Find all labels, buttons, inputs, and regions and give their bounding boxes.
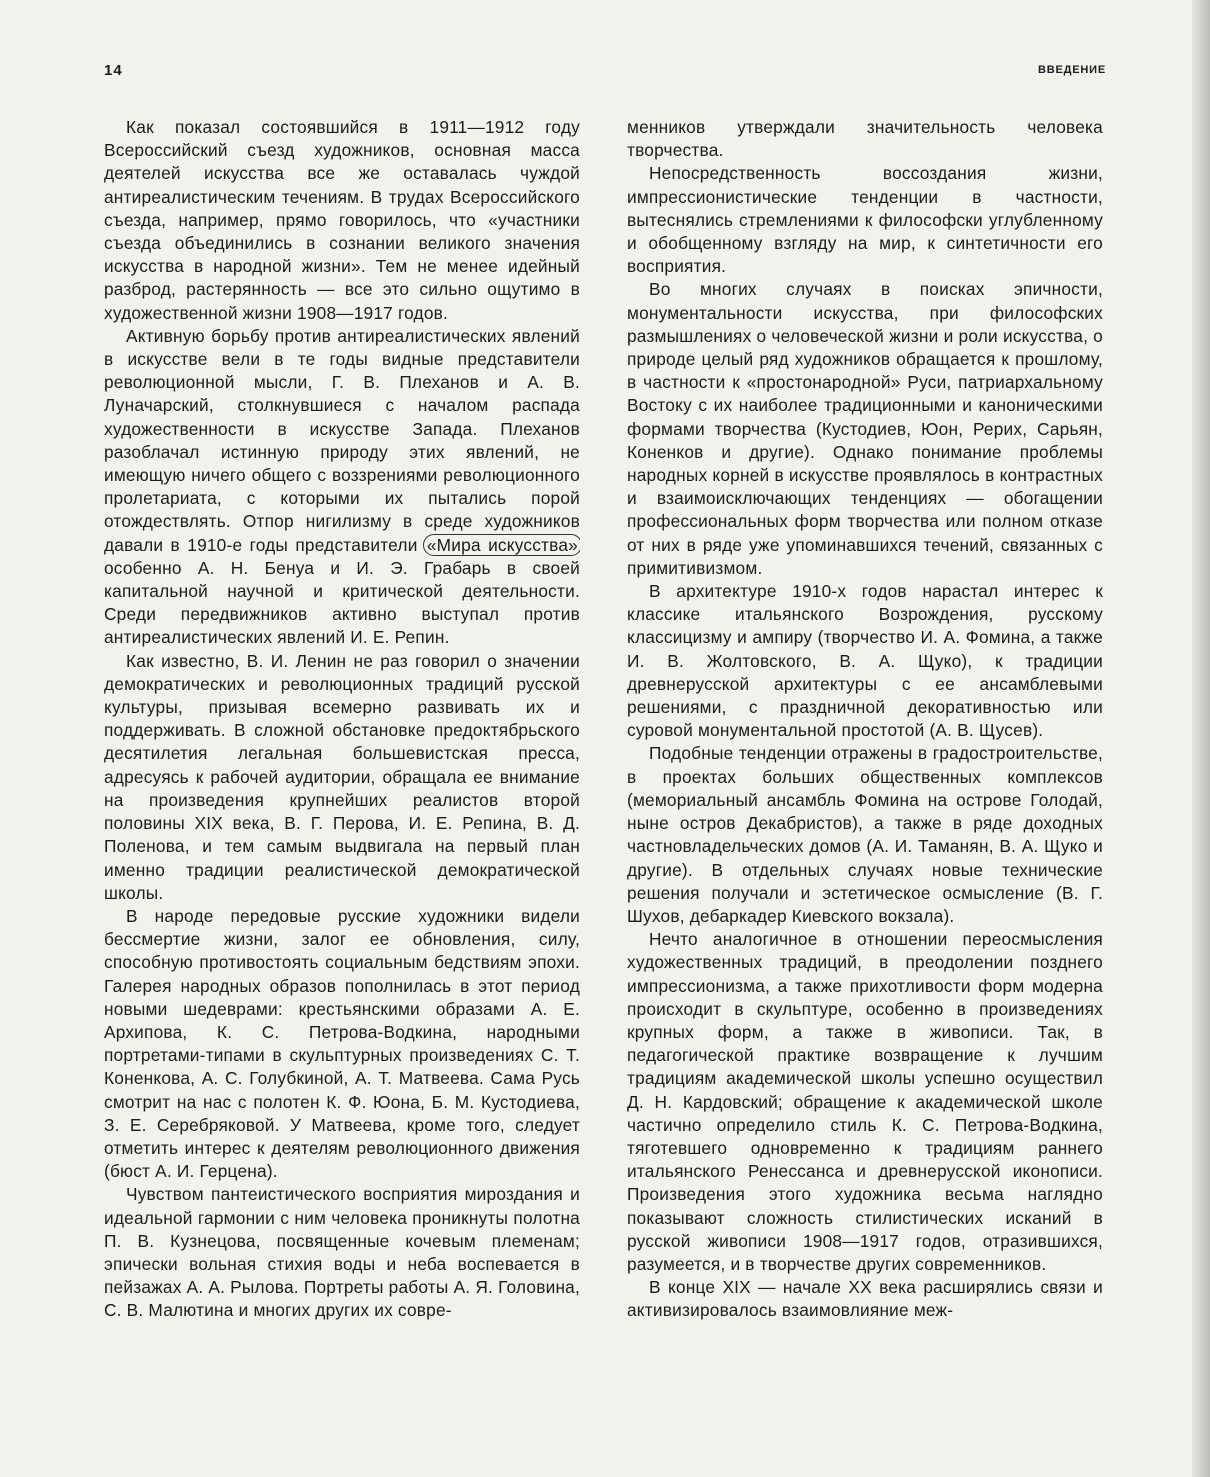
paragraph: В архитектуре 1910-х годов нарастал интерес к классике итальянского Возрождения, русскому классицизму и ампиру (творчество И. А. Фомина, а также И. В. Жолтовского, В. А. Щуко), к традиции древнерусской архитектуры с ее ансамблевыми решениями, с праздничной декоративностью или суровой монументальной простотой (А. В. Щусев). bbox=[627, 581, 1103, 741]
paragraph bbox=[104, 325, 580, 650]
circled-annotation: «Мира искусства» bbox=[423, 534, 580, 556]
page-header bbox=[104, 62, 1106, 82]
page-edge-shadow bbox=[1192, 0, 1210, 1477]
right-column bbox=[627, 116, 1103, 1436]
paragraph: Нечто аналогичное в отношении переосмысления художественных традиций, в преодолении позднего импрессионизма, а также прихотливости форм модерна происходит в скульптуре, особенно в произведениях крупных форм, а также в живописи. Так, в педагогической практике возвращение к лучшим традициям академической школы успешно осуществил Д. Н. Кардовский; обращение к академической школе частично определило стиль К. С. Петрова-Водкина, тяготевшего одновременно к традициям раннего итальянского Ренессанса и древнерусской иконописи. Произведения этого художника весьма наглядно показывают сложность стилистических исканий в русской живописи 1908—1917 годов, отразившихся, разумеется, и в творчестве других современников. bbox=[627, 929, 1103, 1274]
paragraph: Подобные тенденции отражены в градостроительстве, в проектах больших общественных комплексов (мемориальный ансамбль Фомина на острове Голодай, ныне остров Декабристов), а также в ряде доходных частновладельческих домов (А. И. Таманян, В. А. Щуко и другие). В отдельных случаях новые технические решения получали и эстетическое осмысление (В. Г. Шухов, дебаркадер Киевского вокзала). bbox=[627, 743, 1103, 926]
left-column bbox=[104, 116, 580, 1436]
paragraph: Чувством пантеистического восприятия мироздания и идеальной гармонии с ним человека проникнуты полотна П. В. Кузнецова, посвященные кочевым племенам; эпически вольная стихия воды и неба воспевается в пейзажах А. А. Рылова. Портреты работы А. Я. Головина, С. В. Малютина и многих других их совре- bbox=[104, 1184, 580, 1321]
paragraph-text: Активную борьбу против антиреалистических явлений в искусстве вели в те годы видные представители революционной мысли, Г. В. Плеханов и А. В. Луначарский, столкнувшиеся с началом распада художественности в искусстве Запада. Плеханов разоблачал истинную природу этих явлений, не имеющую ничего общего с воззрениями революционного пролетариата, с которыми их пытались порой отождествлять. Отпор нигилизму в среде художников давали в 1910-е годы представители bbox=[104, 325, 580, 555]
paragraph: В народе передовые русские художники видели бессмертие жизни, залог ее обновления, силу, способную противостоять социальным бедствиям эпохи. Галерея народных образов пополнилась в этот период новыми шедеврами: крестьянскими образами А. Е. Архипова, К. С. Петрова-Водкина, народными портретами-типами в скульптурных произведениях С. Т. Коненкова, А. С. Голубкиной, А. Т. Матвеева. Сама Русь смотрит на нас с полотен К. Ф. Юона, Б. М. Кустодиева, З. Е. Серебряковой. У Матвеева, кроме того, следует отметить интерес к деятелям революционного движения (бюст А. И. Герцена). bbox=[104, 905, 580, 1182]
paragraph: Как показал состоявшийся в 1911—1912 году Всероссийский съезд художников, основная масса деятелей искусства все же оставалась чуждой антиреалистическим течениям. В трудах Всероссийского съезда, например, прямо говорилось, что «участники съезда объединились в сознании великого значения искусства в народной жизни». Тем не менее идейный разброд, растерянность — все это сильно ощутимо в художественной жизни 1908—1917 годов. bbox=[104, 117, 580, 323]
paragraph-text: особенно А. Н. Бенуа и И. Э. Грабарь в своей капитальной научной и критической деятельности. Среди передвижников активно выступал против антиреалистических явлений И. Е. Репин. bbox=[104, 557, 580, 648]
paragraph: Непосредственность воссоздания жизни, импрессионистические тенденции в частности, вытеснялись стремлениями к философски углубленному и обобщенному взгляду на мир, к синтетичности его восприятия. bbox=[627, 163, 1103, 277]
paragraph: В конце XIX — начале XX века расширялись связи и активизировалось взаимовлияние меж- bbox=[627, 1277, 1103, 1321]
paragraph: Как известно, В. И. Ленин не раз говорил о значении демократических и революционных традиций русской культуры, призывая всемерно развивать их и поддерживать. В сложной обстановке предоктябрьского десятилетия легальная большевистская пресса, адресуясь к рабочей аудитории, обращала ее внимание на произведения крупнейших реалистов второй половины XIX века, В. Г. Перова, И. Е. Репина, В. Д. Поленова, и тем самым выдвигала на первый план именно традиции реалистической демократической школы. bbox=[104, 650, 580, 903]
running-head: ВВЕДЕНИЕ bbox=[1038, 64, 1106, 76]
paragraph: Во многих случаях в поисках эпичности, монументальности искусства, при философских размышлениях о человеческой жизни и роли искусства, о природе целый ряд художников обращается к прошлому, в частности к «простонародной» Руси, патриархальному Востоку с их наиболее традиционными и каноническими формами творчества (Кустодиев, Юон, Рерих, Сарьян, Коненков и другие). Однако понимание проблемы народных корней в искусстве проявлялось в контрастных и взаимоисключающих тенденциях — обогащении профессиональных форм творчества или полном отказе от них в ряде уже упоминавшихся течений, связанных с примитивизмом. bbox=[627, 279, 1103, 578]
paragraph-continuation: менников утверждали значительность человека творчества. bbox=[627, 117, 1103, 161]
page-number: 14 bbox=[104, 62, 123, 79]
